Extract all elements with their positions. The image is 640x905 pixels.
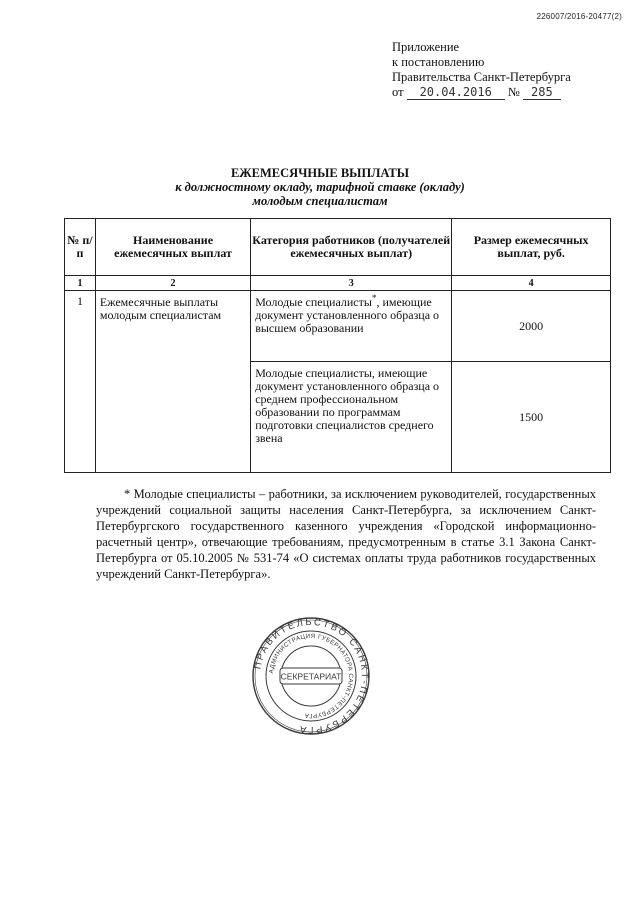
table-header-row [65, 219, 611, 276]
payments-table [64, 218, 611, 473]
column-number: 3 [251, 276, 452, 291]
column-number: 2 [95, 276, 250, 291]
footnote-marker: * [371, 293, 377, 303]
appendix-block [392, 40, 632, 100]
appendix-line-3: Правительства Санкт-Петербурга [392, 70, 571, 84]
amount-cell: 2000 [452, 291, 611, 362]
header-payment-name: Наименование ежемесячных выплат [95, 219, 250, 276]
table-row [65, 291, 611, 362]
stamp-center-text: СЕКРЕТАРИАТ [280, 671, 342, 682]
footnote: * Молодые специалисты – работники, за исключением руководителей, государственных учреждений социальной защиты населения Санкт-Петербурга, за исключением Санкт-Петербургского государственного казенного учреждения «Городской информационно-расчетный центр», отвечающие требованиям, предусмотренным в статье 3.1 Закона Санкт-Петербурга от 05.10.2005 № 531-74 «О системах оплаты труда работников государственных учреждений Санкт-Петербурга». [96, 487, 596, 581]
appendix-line-1: Приложение [392, 40, 460, 54]
appendix-date-line [392, 85, 632, 100]
resolution-date: 20.04.2016 [407, 86, 505, 100]
document-title [0, 166, 640, 208]
payment-name: Ежемесячные выплаты молодым специалистам [95, 291, 250, 473]
resolution-number: 285 [523, 86, 561, 100]
category-cell [251, 291, 452, 362]
category-cell: Молодые специалисты, имеющие документ установленного образца о среднем профессиональном образовании по программам подготовки специалистов среднего звена [251, 362, 452, 473]
amount-cell: 1500 [452, 362, 611, 473]
document-id: 226007/2016-20477(2) [536, 12, 622, 21]
title-line-3: молодым специалистам [252, 194, 388, 208]
title-line-2: к должностному окладу, тарифной ставке (окладу) [175, 180, 465, 194]
column-numbers-row [65, 276, 611, 291]
appendix-line-2: к постановлению [392, 55, 485, 69]
stamp-outer-text: ПРАВИТЕЛЬСТВО САНКТ-ПЕТЕРБУРГА [252, 616, 371, 736]
number-label: № [507, 85, 520, 99]
category-text: Молодые специалисты [255, 295, 372, 309]
header-amount: Размер ежемесячных выплат, руб. [452, 219, 611, 276]
stamp-graphic [250, 615, 372, 737]
header-number: № п/п [65, 219, 96, 276]
header-category: Категория работников (получателей ежемесячных выплат) [251, 219, 452, 276]
from-label: от [392, 85, 404, 99]
title-line-1: ЕЖЕМЕСЯЧНЫЕ ВЫПЛАТЫ [230, 166, 410, 180]
column-number: 1 [65, 276, 96, 291]
category-text-rest: , имеющие документ установленного образца о высшем образовании [255, 295, 440, 335]
official-stamp [250, 615, 372, 737]
column-number: 4 [452, 276, 611, 291]
row-number: 1 [65, 291, 96, 473]
stamp-inner-text: АДМИНИСТРАЦИЯ ГУБЕРНАТОРА САНКТ-ПЕТЕРБУРГА [268, 632, 355, 720]
